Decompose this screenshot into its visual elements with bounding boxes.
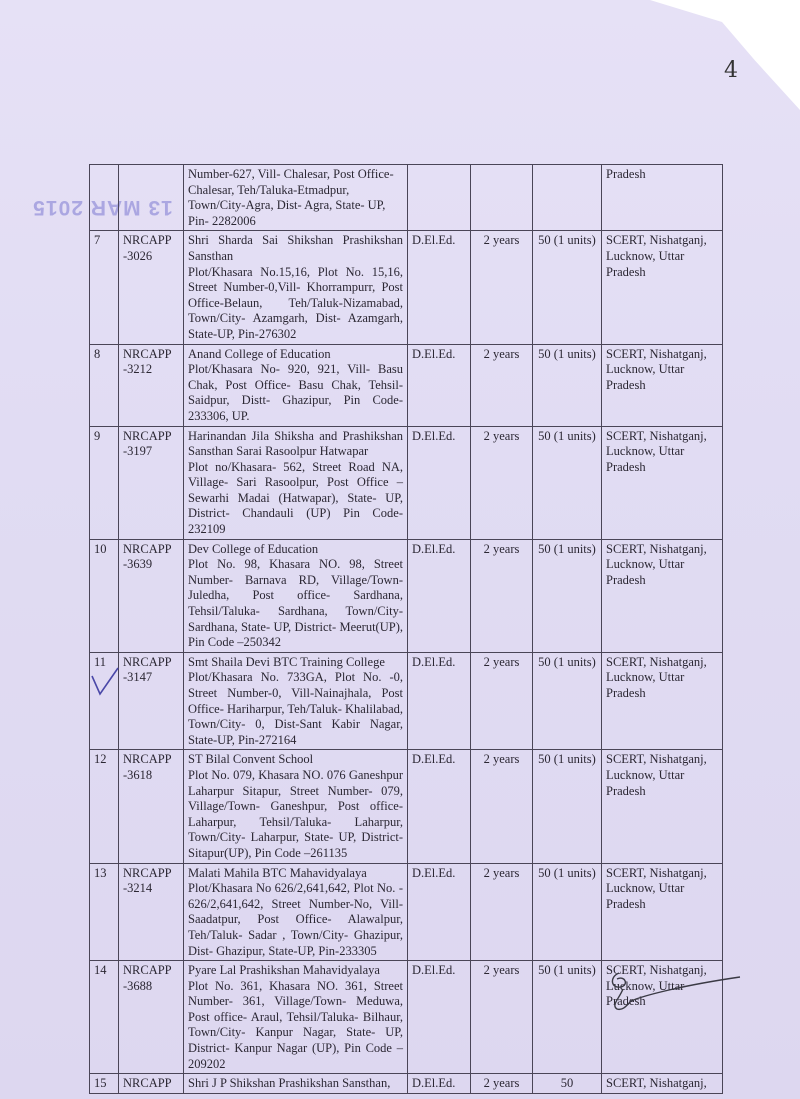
address-text: Plot No. 361, Khasara NO. 361, Street Number- 361, Village/Town- Meduwa, Post office- Araul, Tehsil/Taluka- Bilhaur, Town/City- Kanpur Nagar, State- UP, District- Kanpur Nagar (UP), Pin Code – 209202 (188, 978, 403, 1071)
duration-cell: 2 years (471, 539, 533, 652)
institution-name: Anand College of Education (188, 346, 331, 361)
table-row (90, 165, 723, 231)
application-code-cell: NRCAPP -3214 (119, 863, 184, 961)
affiliating-body-cell: SCERT, Nishatganj, Lucknow, Uttar Pradesh (602, 652, 723, 750)
handwritten-signature (605, 965, 745, 1015)
serial-number-cell: 13 (90, 863, 119, 961)
intake-cell: 50 (1 units) (533, 344, 602, 426)
duration-cell (471, 165, 533, 231)
course-cell: D.El.Ed. (408, 344, 471, 426)
duration-cell: 2 years (471, 344, 533, 426)
table-row (90, 750, 723, 863)
duration-cell: 2 years (471, 750, 533, 863)
affiliating-body-cell: SCERT, Nishatganj, Lucknow, Uttar Pradesh (602, 231, 723, 344)
serial-number-cell: 7 (90, 231, 119, 344)
address-text: Plot No. 079, Khasara NO. 076 Ganeshpur Laharpur Sitapur, Street Number- 079, Village/Town- Ganeshpur, Post office- Laharpur, Tehsil/Taluka- Laharpur, Town/City- Laharpur, State- UP, District- Sitapur(UP), Pin Code –261135 (188, 767, 403, 860)
address-text: Plot/Khasara No.15,16, Plot No. 15,16, Street Number-0,Vill- Khorrampurr, Post Office-Belaun, Teh/Taluk-Nizamabad, Town/City- Azamgarh, Dist- Azamgarh, State-UP, Pin-276302 (188, 264, 403, 341)
institution-address-cell (184, 426, 408, 539)
course-cell: D.El.Ed. (408, 426, 471, 539)
serial-number-cell: 15 (90, 1074, 119, 1094)
address-text: Plot/Khasara No. 733GA, Plot No. -0, Street Number-0, Vill-Nainajhala, Post Office- Hariharpur, Teh/Taluk- Khalilabad, Town/City- 0, Dist-Sant Kabir Nagar, State-UP, Pin-272164 (188, 670, 403, 747)
institution-name: Smt Shaila Devi BTC Training College (188, 654, 385, 669)
application-code-cell: NRCAPP -3639 (119, 539, 184, 652)
serial-number-cell: 11 (90, 652, 119, 750)
affiliating-body-cell: SCERT, Nishatganj, Lucknow, Uttar Pradesh (602, 426, 723, 539)
application-code-cell: NRCAPP (119, 1074, 184, 1094)
table-row (90, 539, 723, 652)
serial-number-cell: 10 (90, 539, 119, 652)
table-row (90, 863, 723, 961)
institution-address-cell (184, 652, 408, 750)
intake-cell: 50 (1 units) (533, 652, 602, 750)
institution-name: Harinandan Jila Shiksha and Prashikshan Sansthan Sarai Rasoolpur Hatwapar (188, 428, 403, 459)
institution-address-cell (184, 165, 408, 231)
address-text: Plot No. 98, Khasara NO. 98, Street Number- Barnava RD, Village/Town- Juledha, Post office- Sardhana, Tehsil/Taluka- Sardhana, Town/City- Sardhana, State- UP, District- Meerut(UP), Pin Code –250342 (188, 557, 403, 650)
intake-cell: 50 (1 units) (533, 231, 602, 344)
course-cell: D.El.Ed. (408, 1074, 471, 1094)
affiliating-body-cell: SCERT, Nishatganj, Lucknow, Uttar Pradesh (602, 344, 723, 426)
intake-cell: 50 (1 units) (533, 750, 602, 863)
application-code-cell: NRCAPP -3212 (119, 344, 184, 426)
course-cell: D.El.Ed. (408, 750, 471, 863)
application-code-cell (119, 165, 184, 231)
affiliating-body-cell: SCERT, Nishatganj, (602, 1074, 723, 1094)
course-cell: D.El.Ed. (408, 231, 471, 344)
intake-cell: 50 (1 units) (533, 961, 602, 1074)
course-cell: D.El.Ed. (408, 863, 471, 961)
institution-address-cell (184, 344, 408, 426)
institution-name: Shri J P Shikshan Prashikshan Sansthan, (188, 1076, 391, 1091)
address-text: Town/City-Agra, Dist- Agra, State- UP, (188, 198, 386, 213)
intake-cell: 50 (1 units) (533, 539, 602, 652)
address-text: Plot/Khasara No 626/2,641,642, Plot No. - 626/2,641,642, Street Number-No, Vill- Saadatpur, Post Office- Alawalpur, Teh/Taluk- Sadar , Town/City- Ghazipur, Dist- Ghazipur, State-UP, Pin-233305 (188, 881, 403, 958)
address-text: Plot no/Khasara- 562, Street Road NA, Village- Sari Rasoolpur, Post Office – Sewarhi Madai (Hatwapar), State- UP, District- Chandauli (UP) Pin Code- 232109 (188, 459, 403, 537)
handwritten-page-number: 4 (724, 58, 738, 83)
institution-table (89, 164, 723, 1094)
serial-number-cell: 12 (90, 750, 119, 863)
institution-name: Dev College of Education (188, 541, 319, 556)
duration-cell: 2 years (471, 863, 533, 961)
course-cell: D.El.Ed. (408, 539, 471, 652)
table-row (90, 652, 723, 750)
intake-cell: 50 (1 units) (533, 863, 602, 961)
duration-cell: 2 years (471, 652, 533, 750)
application-code-cell: NRCAPP -3618 (119, 750, 184, 863)
address-text: Pin- 2282006 (188, 213, 256, 228)
table-body (90, 165, 723, 1094)
course-cell: D.El.Ed. (408, 652, 471, 750)
affiliating-body-cell: SCERT, Nishatganj, Lucknow, Uttar Pradesh (602, 961, 723, 1074)
table-row (90, 1074, 723, 1094)
serial-number-cell: 9 (90, 426, 119, 539)
intake-cell: 50 (533, 1074, 602, 1094)
institution-name: ST Bilal Convent School (188, 752, 314, 767)
institution-address-cell (184, 750, 408, 863)
table-row (90, 426, 723, 539)
duration-cell: 2 years (471, 1074, 533, 1094)
institution-name: Pyare Lal Prashikshan Mahavidyalaya (188, 963, 380, 978)
affiliating-body-cell: SCERT, Nishatganj, Lucknow, Uttar Pradesh (602, 750, 723, 863)
duration-cell: 2 years (471, 961, 533, 1074)
affiliating-body-cell: SCERT, Nishatganj, Lucknow, Uttar Pradesh (602, 539, 723, 652)
institution-name: Malati Mahila BTC Mahavidyalaya (188, 865, 367, 880)
institution-address-cell (184, 231, 408, 344)
serial-number-cell: 14 (90, 961, 119, 1074)
table-row (90, 231, 723, 344)
serial-number-cell (90, 165, 119, 231)
institution-address-cell (184, 863, 408, 961)
institution-address-cell (184, 539, 408, 652)
application-code-cell: NRCAPP -3197 (119, 426, 184, 539)
serial-number-cell: 8 (90, 344, 119, 426)
intake-cell (533, 165, 602, 231)
duration-cell: 2 years (471, 426, 533, 539)
duration-cell: 2 years (471, 231, 533, 344)
torn-page-corner (650, 0, 800, 110)
institution-address-cell (184, 961, 408, 1074)
intake-cell: 50 (1 units) (533, 426, 602, 539)
tick-mark-annotation (90, 666, 120, 698)
course-cell (408, 165, 471, 231)
course-cell: D.El.Ed. (408, 961, 471, 1074)
application-code-cell: NRCAPP -3026 (119, 231, 184, 344)
institution-name: Shri Sharda Sai Shikshan Prashikshan Sansthan (188, 233, 403, 263)
application-code-cell: NRCAPP -3688 (119, 961, 184, 1074)
institution-address-cell (184, 1074, 408, 1094)
application-code-cell: NRCAPP -3147 (119, 652, 184, 750)
date-stamp: 13 MAR 2015 (32, 196, 173, 219)
table-row (90, 344, 723, 426)
affiliating-body-cell: SCERT, Nishatganj, Lucknow, Uttar Pradesh (602, 863, 723, 961)
affiliating-body-cell: Pradesh (602, 165, 723, 231)
address-text: Chalesar, Teh/Taluka-Etmadpur, (188, 182, 350, 197)
address-text: Number-627, Vill- Chalesar, Post Office- (188, 167, 394, 181)
address-text: Plot/Khasara No- 920, 921, Vill- Basu Chak, Post Office- Basu Chak, Tehsil- Saidpur, Distt- Ghazipur, Pin Code-233306, UP. (188, 362, 403, 423)
